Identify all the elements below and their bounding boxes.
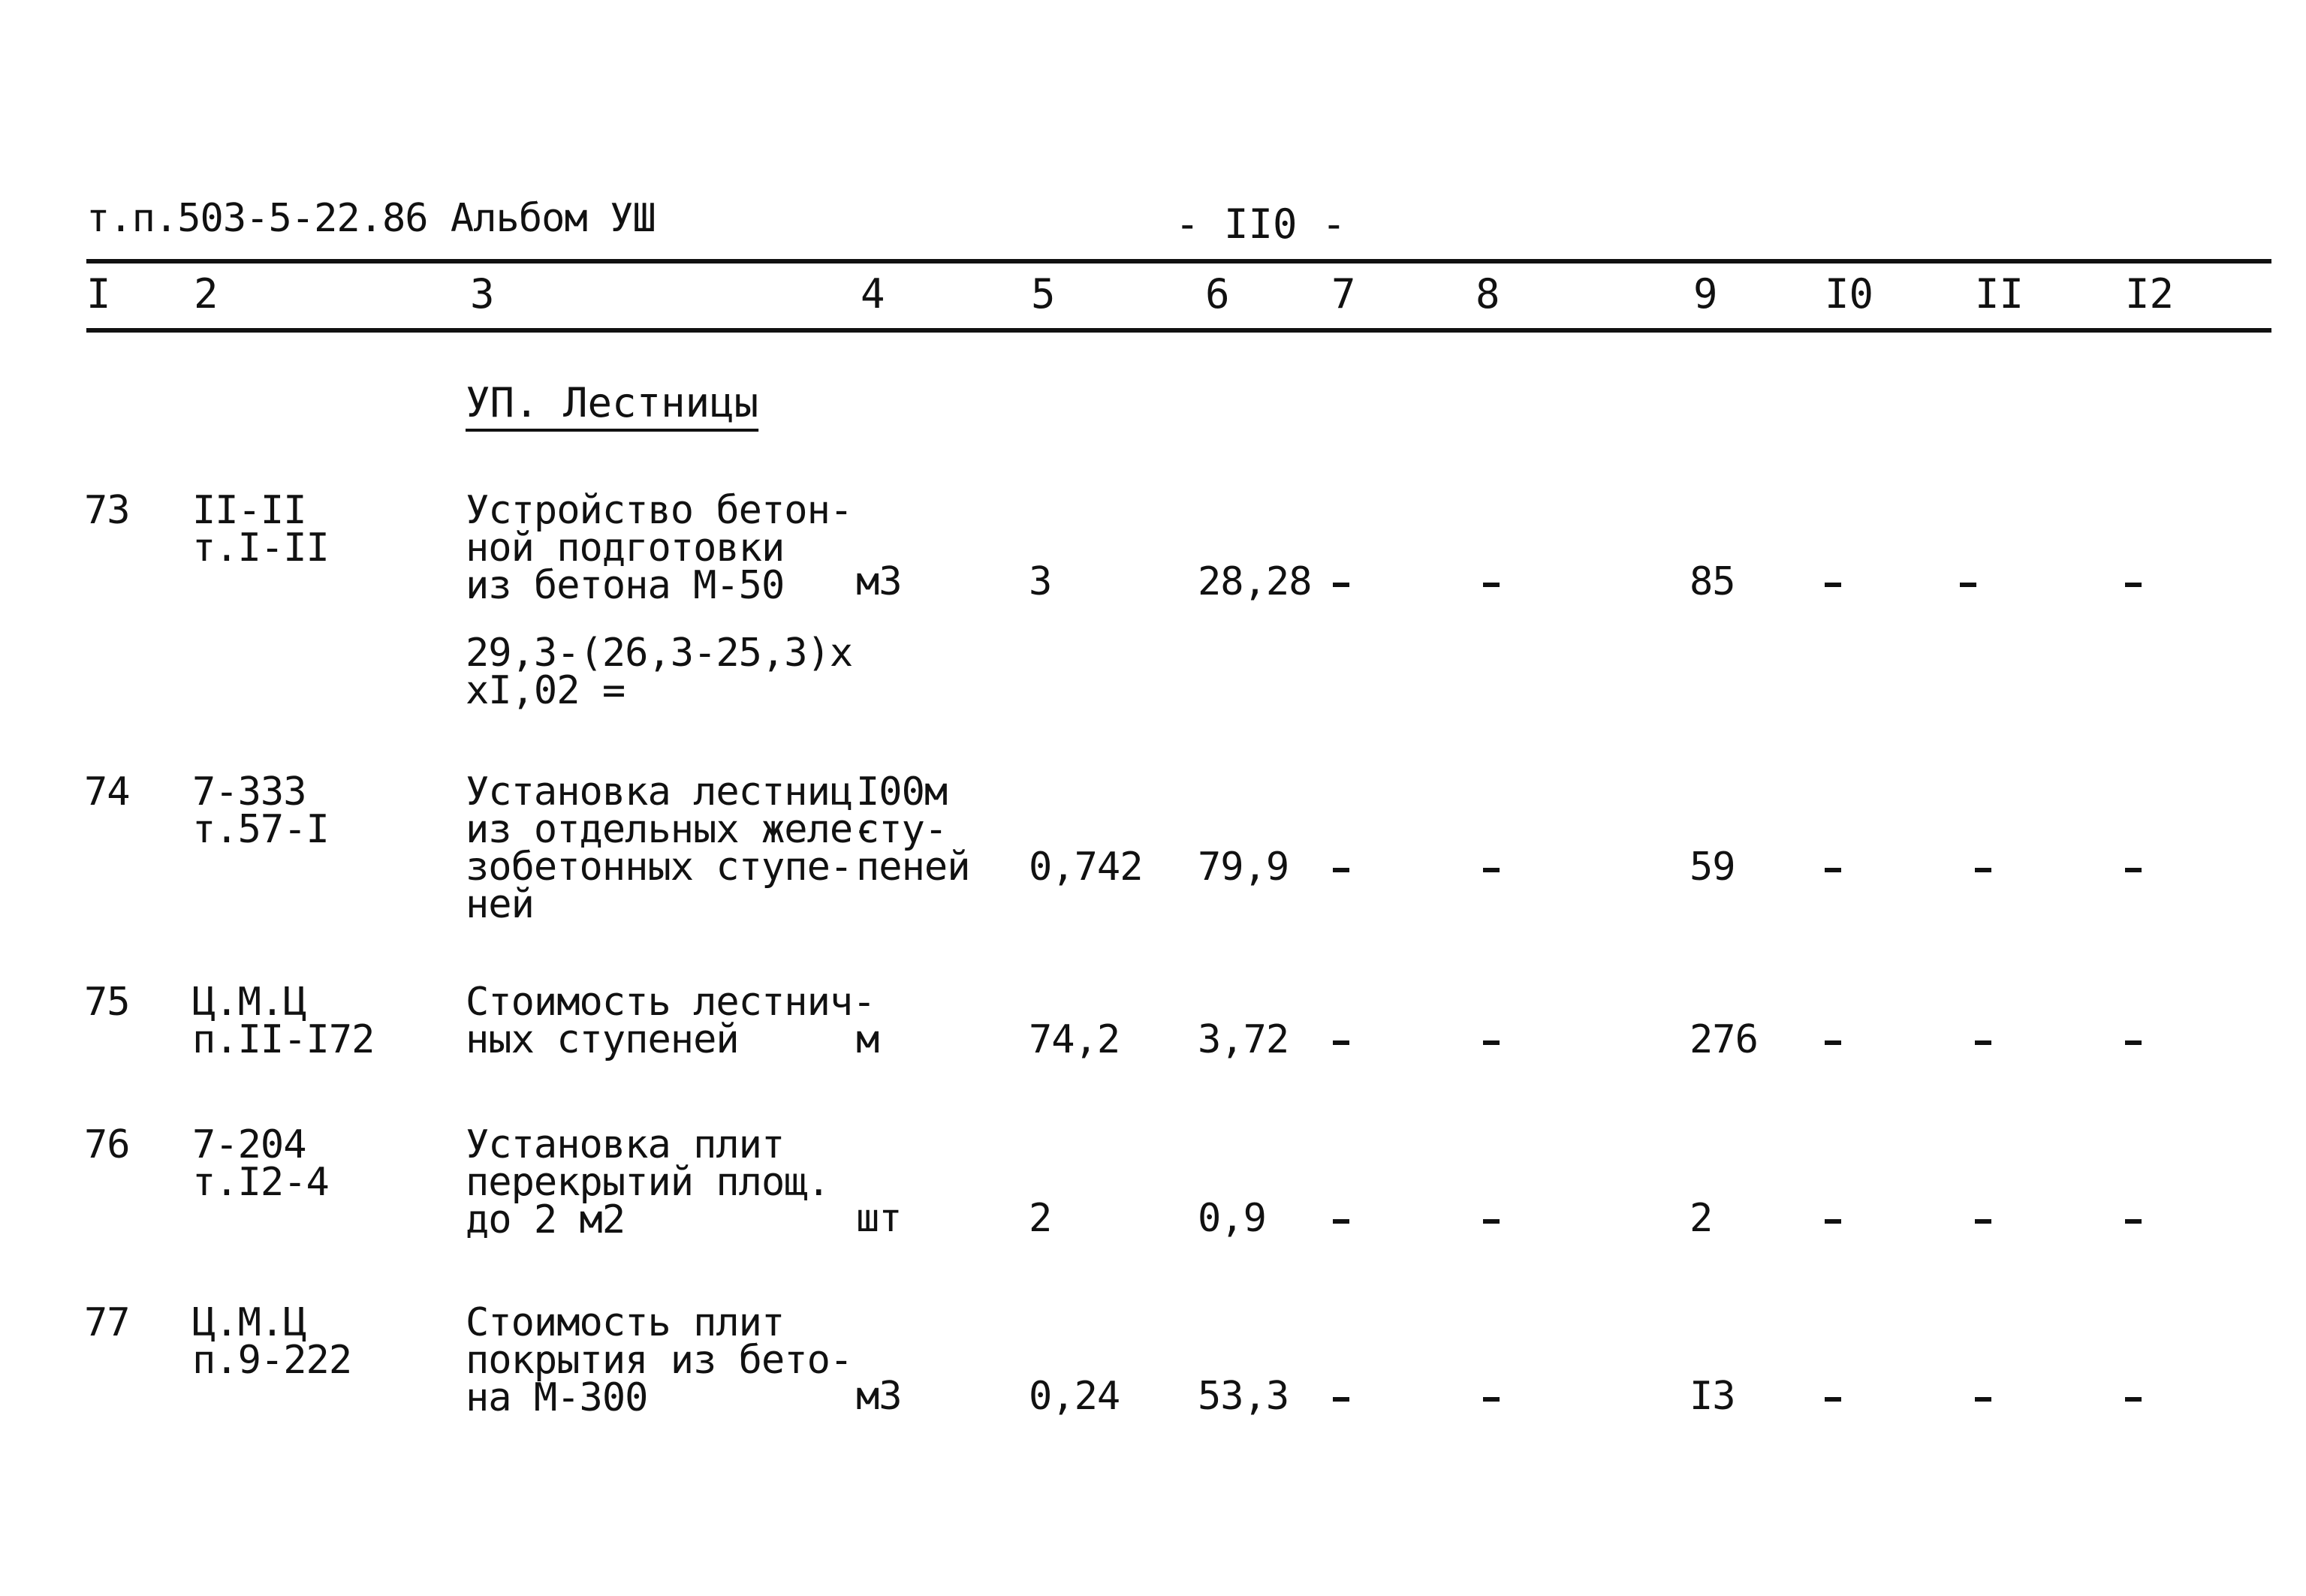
row-code: II-II т.I-II: [192, 488, 329, 571]
row-formula: 29,3-(26,3-25,3)х хI,02 =: [466, 631, 853, 713]
dash-mark: [1333, 868, 1349, 872]
row-quantity: 3: [1029, 559, 1052, 604]
page-number: - II0 -: [1175, 200, 1346, 248]
row-description: Стоимость лестнич- ных ступеней: [466, 980, 876, 1062]
row-number: 76: [84, 1122, 130, 1167]
dash-mark: [1333, 1040, 1349, 1045]
row-code: 7-204 т.I2-4: [192, 1122, 329, 1205]
dash-mark: [1333, 1397, 1349, 1402]
column-number: I0: [1825, 270, 1874, 318]
column-number: 3: [470, 270, 495, 318]
column-number: I2: [2125, 270, 2175, 318]
column-number: 5: [1031, 270, 1056, 318]
row-number: 74: [84, 769, 130, 815]
row-description: Стоимость плит покрытия из бето- на М-300: [466, 1300, 853, 1420]
row-unit: I00м сту- пеней: [856, 769, 970, 890]
row-unit-price: 0,9: [1198, 1196, 1266, 1241]
row-unit-price: 53,3: [1198, 1374, 1289, 1419]
row-total: I3: [1690, 1374, 1735, 1419]
row-unit-price: 28,28: [1198, 559, 1312, 604]
row-number: 75: [84, 980, 130, 1025]
column-number: 6: [1205, 270, 1230, 318]
table-top-rule: [86, 259, 2271, 263]
dash-mark: [2125, 583, 2142, 587]
row-code: Ц.М.Ц п.9-222: [192, 1300, 352, 1383]
row-description: Установка лестниц из отдельных желе- зобетонных ступе- ней: [466, 769, 876, 927]
row-unit: м: [856, 1017, 879, 1062]
row-unit-price: 79,9: [1198, 845, 1289, 890]
dash-mark: [1825, 1397, 1841, 1402]
row-number: 77: [84, 1300, 130, 1345]
dash-mark: [1333, 1219, 1349, 1224]
row-quantity: 0,24: [1029, 1374, 1120, 1419]
row-code: Ц.М.Ц п.II-I72: [192, 980, 375, 1062]
column-number: 8: [1476, 270, 1500, 318]
dash-mark: [1960, 583, 1976, 587]
dash-mark: [1975, 1219, 1991, 1224]
column-number: I: [86, 270, 111, 318]
dash-mark: [2125, 1397, 2142, 1402]
row-unit-price: 3,72: [1198, 1017, 1289, 1062]
dash-mark: [1975, 1040, 1991, 1045]
dash-mark: [2125, 1219, 2142, 1224]
column-number: 4: [861, 270, 885, 318]
dash-mark: [1825, 583, 1841, 587]
dash-mark: [1975, 868, 1991, 872]
row-quantity: 2: [1029, 1196, 1052, 1241]
dash-mark: [1975, 1397, 1991, 1402]
row-total: 276: [1690, 1017, 1758, 1062]
row-total: 59: [1690, 845, 1735, 890]
row-quantity: 0,742: [1029, 845, 1143, 890]
row-description: Устройство бетон- ной подготовки из бетона М-50: [466, 488, 853, 608]
column-number: 9: [1693, 270, 1718, 318]
row-unit: шт: [856, 1196, 902, 1241]
column-number: 7: [1331, 270, 1356, 318]
dash-mark: [2125, 868, 2142, 872]
dash-mark: [1483, 1040, 1500, 1045]
row-total: 2: [1690, 1196, 1713, 1241]
column-number: II: [1975, 270, 2024, 318]
dash-mark: [1483, 868, 1500, 872]
dash-mark: [1333, 583, 1349, 587]
row-number: 73: [84, 488, 130, 533]
dash-mark: [1483, 1219, 1500, 1224]
row-description: Установка плит перекрытий площ. до 2 м2: [466, 1122, 830, 1242]
row-code: 7-333 т.57-I: [192, 769, 329, 852]
dash-mark: [2125, 1040, 2142, 1045]
dash-mark: [1825, 1219, 1841, 1224]
row-quantity: 74,2: [1029, 1017, 1120, 1062]
section-title: УП. Лестницы: [466, 379, 759, 426]
row-unit: м3: [856, 1374, 902, 1419]
dash-mark: [1483, 583, 1500, 587]
column-number: 2: [194, 270, 219, 318]
table-header-rule: [86, 328, 2271, 333]
dash-mark: [1825, 868, 1841, 872]
dash-mark: [1825, 1040, 1841, 1045]
document-reference: т.п.503-5-22.86 Альбом УШ: [86, 196, 656, 241]
dash-mark: [1483, 1397, 1500, 1402]
row-unit: м3: [856, 559, 902, 604]
row-total: 85: [1690, 559, 1735, 604]
